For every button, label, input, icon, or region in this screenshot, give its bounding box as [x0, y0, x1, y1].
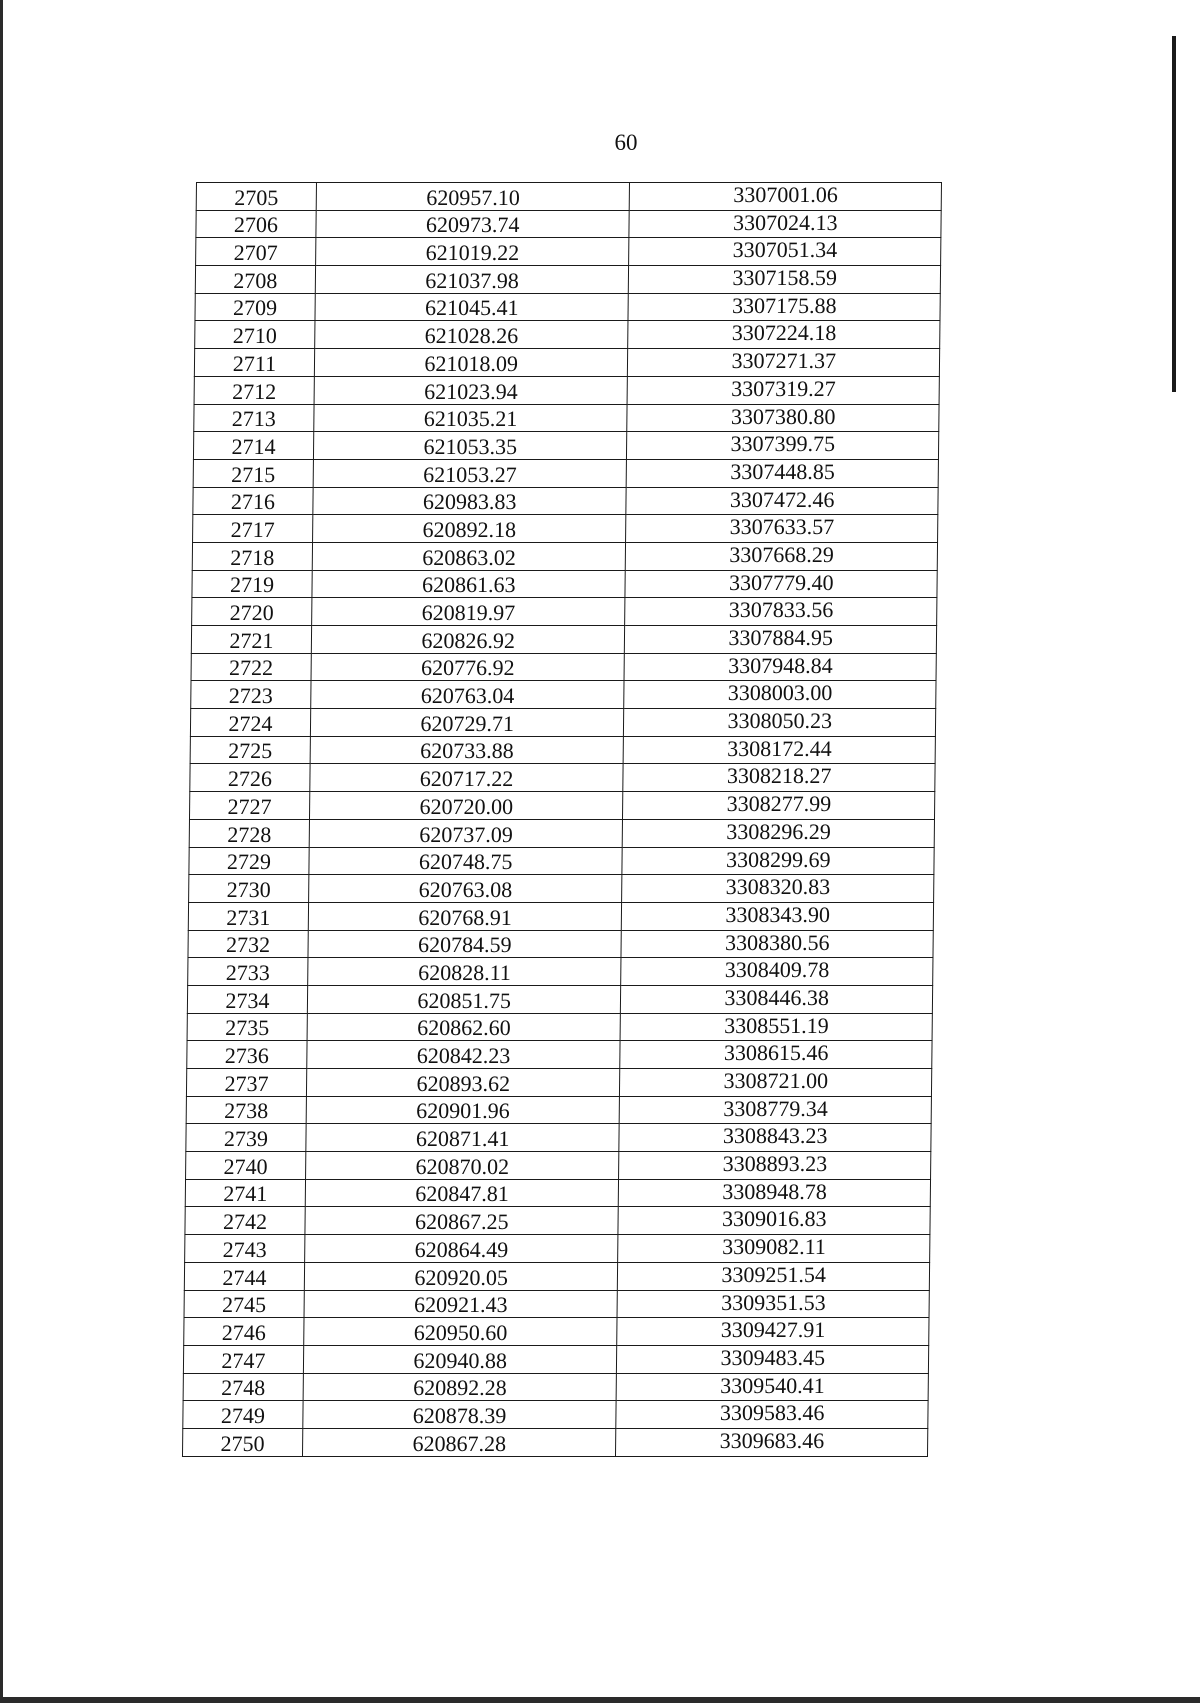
easting-cell: 620973.74: [316, 210, 630, 238]
point-id-cell: 2712: [194, 376, 314, 404]
point-id-cell: 2713: [194, 404, 314, 432]
table-row: [186, 1069, 931, 1097]
table-row: [183, 1401, 928, 1429]
northing-cell: 3308343.90: [622, 902, 934, 930]
northing-cell: 3307319.27: [628, 376, 940, 404]
table-row: [194, 349, 939, 377]
point-id-cell: 2730: [189, 875, 309, 903]
easting-cell: 620862.60: [307, 1013, 621, 1041]
table-row: [191, 626, 936, 654]
northing-cell: 3308446.38: [621, 985, 933, 1013]
table-row: [185, 1179, 930, 1207]
point-id-cell: 2750: [182, 1428, 302, 1456]
northing-cell: 3308172.44: [624, 736, 936, 764]
northing-cell: 3308409.78: [621, 958, 933, 986]
point-id-cell: 2711: [194, 349, 314, 377]
northing-cell: 3307175.88: [628, 293, 940, 321]
table-row: [191, 653, 936, 681]
easting-cell: 621045.41: [315, 293, 629, 321]
point-id-cell: 2729: [189, 847, 309, 875]
table-row: [196, 210, 941, 238]
table-row: [193, 515, 938, 543]
easting-cell: 620776.92: [311, 653, 625, 681]
point-id-cell: 2733: [188, 958, 308, 986]
table-row: [185, 1235, 930, 1263]
point-id-cell: 2742: [185, 1207, 305, 1235]
table-row: [188, 930, 933, 958]
northing-cell: 3307948.84: [624, 653, 936, 681]
easting-cell: 621028.26: [315, 321, 629, 349]
northing-cell: 3308218.27: [623, 764, 935, 792]
northing-cell: 3308380.56: [621, 930, 933, 958]
point-id-cell: 2745: [184, 1290, 304, 1318]
easting-cell: 620768.91: [308, 902, 622, 930]
northing-cell: 3307833.56: [625, 598, 937, 626]
table-row: [192, 542, 937, 570]
easting-cell: 620870.02: [305, 1152, 619, 1180]
table-row: [186, 1152, 931, 1180]
northing-cell: 3308779.34: [620, 1096, 932, 1124]
northing-cell: 3307668.29: [626, 542, 938, 570]
table-row: [194, 404, 939, 432]
easting-cell: 620828.11: [308, 958, 622, 986]
easting-cell: 620892.18: [312, 515, 626, 543]
easting-cell: 620863.02: [312, 542, 626, 570]
point-id-cell: 2721: [191, 626, 311, 654]
point-id-cell: 2736: [187, 1041, 307, 1069]
table-row: [186, 1096, 931, 1124]
point-id-cell: 2720: [192, 598, 312, 626]
northing-cell: 3308893.23: [619, 1152, 931, 1180]
point-id-cell: 2723: [191, 681, 311, 709]
easting-cell: 620864.49: [305, 1235, 619, 1263]
point-id-cell: 2725: [190, 736, 310, 764]
scan-right-mark: [1172, 36, 1176, 392]
northing-cell: 3308721.00: [620, 1069, 932, 1097]
table-row: [194, 376, 939, 404]
table-row: [193, 432, 938, 460]
scan-bottom-edge: [0, 1697, 1200, 1703]
northing-cell: 3307158.59: [629, 266, 941, 294]
table-row: [188, 958, 933, 986]
scan-left-edge: [0, 0, 3, 1703]
easting-cell: 620867.28: [302, 1428, 616, 1456]
northing-cell: 3308948.78: [619, 1179, 931, 1207]
northing-cell: 3309351.53: [617, 1290, 929, 1318]
northing-cell: 3308296.29: [623, 819, 935, 847]
northing-cell: 3308843.23: [619, 1124, 931, 1152]
table-row: [190, 736, 935, 764]
northing-cell: 3308003.00: [624, 681, 936, 709]
easting-cell: 620983.83: [313, 487, 627, 515]
northing-cell: 3307024.13: [629, 210, 941, 238]
point-id-cell: 2716: [193, 487, 313, 515]
table-row: [191, 681, 936, 709]
point-id-cell: 2726: [190, 764, 310, 792]
easting-cell: 621053.35: [313, 432, 627, 460]
point-id-cell: 2734: [187, 985, 307, 1013]
table-row: [189, 819, 934, 847]
easting-cell: 620717.22: [310, 764, 624, 792]
easting-cell: 620957.10: [316, 183, 630, 211]
table-row: [196, 238, 941, 266]
easting-cell: 620847.81: [305, 1179, 619, 1207]
point-id-cell: 2707: [196, 238, 316, 266]
northing-cell: 3309683.46: [616, 1428, 928, 1456]
table-row: [184, 1318, 929, 1346]
easting-cell: 620940.88: [303, 1345, 617, 1373]
table-row: [189, 875, 934, 903]
easting-cell: 620842.23: [307, 1041, 621, 1069]
point-id-cell: 2719: [192, 570, 312, 598]
easting-cell: 621018.09: [314, 349, 628, 377]
northing-cell: 3307399.75: [627, 432, 939, 460]
easting-cell: 620737.09: [309, 819, 623, 847]
point-id-cell: 2718: [192, 542, 312, 570]
northing-cell: 3307448.85: [627, 459, 939, 487]
point-id-cell: 2737: [186, 1069, 306, 1097]
northing-cell: 3309082.11: [618, 1235, 930, 1263]
easting-cell: 620892.28: [303, 1373, 617, 1401]
table-row: [182, 1428, 927, 1456]
northing-cell: 3307224.18: [628, 321, 940, 349]
northing-cell: 3307271.37: [628, 349, 940, 377]
table-row: [189, 792, 934, 820]
point-id-cell: 2717: [193, 515, 313, 543]
point-id-cell: 2741: [185, 1179, 305, 1207]
table-row: [185, 1207, 930, 1235]
easting-cell: 620826.92: [311, 626, 625, 654]
northing-cell: 3309427.91: [617, 1318, 929, 1346]
easting-cell: 621019.22: [316, 238, 630, 266]
northing-cell: 3309016.83: [618, 1207, 930, 1235]
table-row: [187, 985, 932, 1013]
easting-cell: 621037.98: [315, 266, 629, 294]
easting-cell: 620851.75: [307, 985, 621, 1013]
point-id-cell: 2708: [195, 266, 315, 294]
easting-cell: 620819.97: [312, 598, 626, 626]
point-id-cell: 2705: [196, 183, 316, 211]
table-row: [187, 1013, 932, 1041]
point-id-cell: 2722: [191, 653, 311, 681]
table-row: [184, 1262, 929, 1290]
easting-cell: 620871.41: [306, 1124, 620, 1152]
point-id-cell: 2715: [193, 459, 313, 487]
point-id-cell: 2732: [188, 930, 308, 958]
table-row: [195, 293, 940, 321]
page-number: 60: [614, 130, 638, 155]
point-id-cell: 2731: [188, 902, 308, 930]
northing-cell: 3307472.46: [626, 487, 938, 515]
northing-cell: 3307633.57: [626, 515, 938, 543]
table-row: [190, 709, 935, 737]
easting-cell: 620878.39: [303, 1401, 617, 1429]
point-id-cell: 2728: [189, 819, 309, 847]
easting-cell: 620720.00: [309, 792, 623, 820]
northing-cell: 3309540.41: [617, 1373, 929, 1401]
easting-cell: 621035.21: [314, 404, 628, 432]
northing-cell: 3309583.46: [616, 1401, 928, 1429]
northing-cell: 3309251.54: [618, 1262, 930, 1290]
table-row: [184, 1290, 929, 1318]
point-id-cell: 2735: [187, 1013, 307, 1041]
point-id-cell: 2743: [185, 1235, 305, 1263]
point-id-cell: 2706: [196, 210, 316, 238]
point-id-cell: 2746: [184, 1318, 304, 1346]
northing-cell: 3307779.40: [625, 570, 937, 598]
easting-cell: 620733.88: [310, 736, 624, 764]
point-id-cell: 2724: [190, 709, 310, 737]
northing-cell: 3307380.80: [627, 404, 939, 432]
table-row: [192, 598, 937, 626]
easting-cell: 620729.71: [310, 709, 624, 737]
table-row: [190, 764, 935, 792]
table-row: [195, 321, 940, 349]
easting-cell: 620950.60: [304, 1318, 618, 1346]
point-id-cell: 2714: [193, 432, 313, 460]
easting-cell: 621053.27: [313, 459, 627, 487]
table-row: [196, 183, 941, 211]
coordinate-table: [182, 182, 942, 1457]
point-id-cell: 2748: [183, 1373, 303, 1401]
table-row: [193, 459, 938, 487]
point-id-cell: 2738: [186, 1096, 306, 1124]
point-id-cell: 2744: [184, 1262, 304, 1290]
easting-cell: 620784.59: [308, 930, 622, 958]
northing-cell: 3308299.69: [622, 847, 934, 875]
easting-cell: 620893.62: [306, 1069, 620, 1097]
point-id-cell: 2709: [195, 293, 315, 321]
easting-cell: 620748.75: [309, 847, 623, 875]
northing-cell: 3307051.34: [629, 238, 941, 266]
easting-cell: 620763.08: [309, 875, 623, 903]
table-row: [183, 1345, 928, 1373]
easting-cell: 620861.63: [312, 570, 626, 598]
point-id-cell: 2740: [186, 1152, 306, 1180]
easting-cell: 620763.04: [311, 681, 625, 709]
table-row: [187, 1041, 932, 1069]
northing-cell: 3308320.83: [622, 875, 934, 903]
northing-cell: 3308050.23: [624, 709, 936, 737]
table-row: [192, 570, 937, 598]
table-row: [193, 487, 938, 515]
northing-cell: 3308277.99: [623, 792, 935, 820]
coordinate-table-body: [182, 183, 941, 1457]
point-id-cell: 2749: [183, 1401, 303, 1429]
point-id-cell: 2727: [189, 792, 309, 820]
point-id-cell: 2710: [195, 321, 315, 349]
table-row: [183, 1373, 928, 1401]
northing-cell: 3309483.45: [617, 1345, 929, 1373]
easting-cell: 621023.94: [314, 376, 628, 404]
table-row: [189, 847, 934, 875]
northing-cell: 3307001.06: [630, 183, 942, 211]
northing-cell: 3308551.19: [621, 1013, 933, 1041]
easting-cell: 620867.25: [305, 1207, 619, 1235]
northing-cell: 3307884.95: [625, 626, 937, 654]
point-id-cell: 2739: [186, 1124, 306, 1152]
easting-cell: 620901.96: [306, 1096, 620, 1124]
point-id-cell: 2747: [183, 1345, 303, 1373]
easting-cell: 620920.05: [304, 1262, 618, 1290]
table-row: [188, 902, 933, 930]
table-row: [195, 266, 940, 294]
northing-cell: 3308615.46: [620, 1041, 932, 1069]
easting-cell: 620921.43: [304, 1290, 618, 1318]
table-row: [186, 1124, 931, 1152]
